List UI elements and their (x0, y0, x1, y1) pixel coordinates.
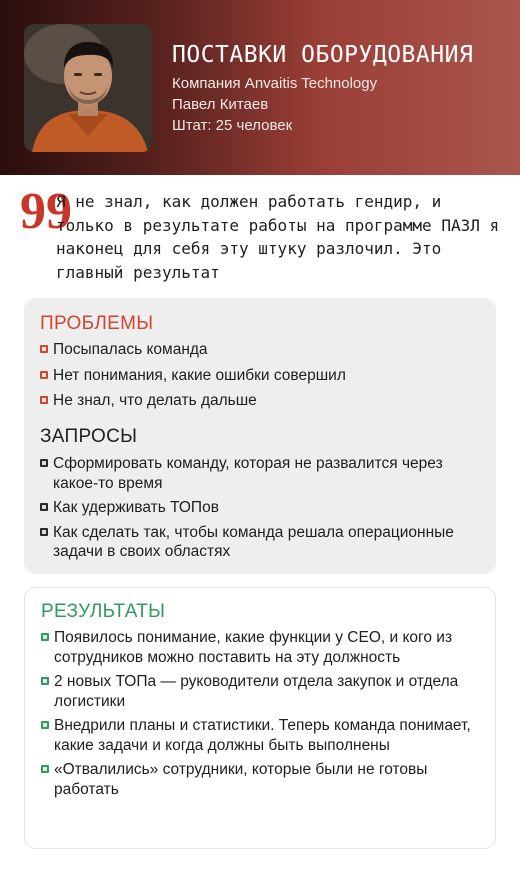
list-item (41, 760, 481, 799)
list-item-text: 2 новых ТОПа — руководители отдела закупок и отдела логистики (54, 673, 459, 710)
staff-count: Штат: 25 человек (172, 117, 293, 134)
bullet-icon (40, 459, 48, 467)
bullet-icon (40, 345, 48, 353)
bullet-icon (40, 528, 48, 536)
list-item (40, 366, 480, 386)
results-heading: РЕЗУЛЬТАТЫ (41, 601, 166, 622)
requests-list (40, 454, 480, 562)
bullet-icon (41, 765, 49, 773)
list-item-text: «Отвалились» сотрудники, которые были не готовы работать (54, 761, 428, 798)
problems-heading: ПРОБЛЕМЫ (40, 313, 154, 334)
list-item-text: Как удерживать ТОПов (53, 499, 219, 516)
list-item (41, 672, 481, 711)
list-item-text: Появилось понимание, какие функции у CEO, и кого из сотрудников можно поставить на эту должность (54, 629, 453, 666)
list-item (41, 628, 481, 667)
list-item (40, 340, 480, 360)
page-title: ПОСТАВКИ ОБОРУДОВАНИЯ (172, 42, 474, 68)
list-item-text: Посыпалась команда (53, 341, 208, 358)
bullet-icon (41, 721, 49, 729)
person-portrait-image (24, 24, 152, 152)
results-card (24, 587, 496, 849)
person-photo (24, 24, 152, 152)
results-list (41, 628, 481, 799)
bullet-icon (41, 633, 49, 641)
list-item-text: Сформировать команду, которая не развалится через какое-то время (53, 455, 443, 492)
bullet-icon (40, 371, 48, 379)
list-item (40, 498, 480, 518)
person-name: Павел Китаев (172, 96, 269, 113)
list-item-text: Как сделать так, чтобы команда решала операционные задачи в своих областях (53, 523, 454, 560)
list-item (40, 523, 480, 562)
list-item (40, 454, 480, 493)
bullet-icon (40, 503, 48, 511)
company-name: Компания Anvaitis Technology (172, 75, 378, 92)
list-item (40, 391, 480, 411)
header-banner (0, 0, 520, 175)
bullet-icon (41, 677, 49, 685)
problems-list (40, 340, 480, 411)
requests-heading: ЗАПРОСЫ (40, 426, 138, 447)
problems-requests-card (24, 298, 496, 574)
list-item-text: Не знал, что делать дальше (53, 392, 257, 409)
list-item (41, 716, 481, 755)
list-item-text: Нет понимания, какие ошибки совершил (53, 366, 346, 384)
testimonial-quote: Я не знал, как должен работать гендир, и только в результате работы на программе ПАЗЛ я наконец для себя эту штуку разлочил. Это главный результат (56, 192, 500, 282)
list-item-text: Внедрили планы и статистики. Теперь команда понимает, какие задачи и когда должны быть выполнены (54, 717, 471, 754)
bullet-icon (40, 396, 48, 404)
quote-icon: 99 (20, 183, 72, 240)
